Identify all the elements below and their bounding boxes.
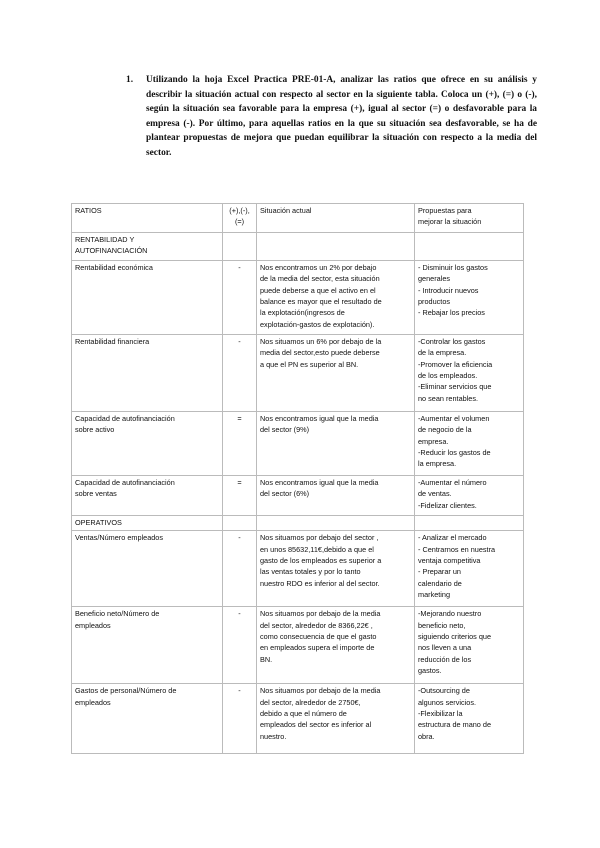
ratio-sign: = bbox=[223, 412, 257, 476]
ratio-name: Beneficio neto/Número de empleados bbox=[72, 607, 223, 684]
ratio-proposal: -Mejorando nuestro beneficio neto, siguiendo criterios que nos lleven a una reducción de los gastos. bbox=[415, 607, 524, 684]
header-ratios: RATIOS bbox=[72, 204, 223, 233]
ratio-sign: - bbox=[223, 607, 257, 684]
ratio-sign: - bbox=[223, 335, 257, 412]
section-title: RENTABILIDAD Y AUTOFINANCIACIÓN bbox=[72, 232, 223, 261]
question-text: Utilizando la hoja Excel Practica PRE-01-A, analizar las ratios que ofrece en su análisis y describir la situación actual con respecto al sector en la siguiente tabla. Coloca un (+), (=) o (-), según la situación sea favorable para la empresa (+), igual al sector (=) o desfavorable para la empresa (-). Por último, para aquellas ratios en la que su situación sea desfavorable, se ha de plantear propuestas de mejora que puedan equilibrar la situación con respecto a la media del sector. bbox=[146, 75, 537, 158]
ratio-situation: Nos situamos por debajo de la media del sector, alrededor de 8366,22€ , como consecuencia de que el gasto en empleados supera el importe de BN. bbox=[257, 607, 415, 684]
ratio-proposal: -Controlar los gastos de la empresa. -Promover la eficiencia de los empleados. -Eliminar servicios que no sean rentables. bbox=[415, 335, 524, 412]
ratio-sign: = bbox=[223, 476, 257, 516]
ratio-proposal: -Outsourcing de algunos servicios. -Flexibilizar la estructura de mano de obra. bbox=[415, 684, 524, 754]
question-number: 1. bbox=[126, 75, 134, 85]
ratio-name: Rentabilidad económica bbox=[72, 261, 223, 335]
header-situation: Situación actual bbox=[257, 204, 415, 233]
header-sign: (+),(-), (=) bbox=[223, 204, 257, 233]
ratio-situation: Nos encontramos un 2% por debajo de la media del sector, esta situación puede deberse a que el activo en el balance es mayor que el resultado de la explotación(ingresos de explotación-gastos de explotación). bbox=[257, 261, 415, 335]
ratio-proposal: -Aumentar el número de ventas. -Fidelizar clientes. bbox=[415, 476, 524, 516]
table-header-row bbox=[72, 204, 524, 233]
ratio-proposal: - Analizar el mercado - Centrarnos en nuestra ventaja competitiva - Preparar un calendario de marketing bbox=[415, 531, 524, 607]
ratio-sign: - bbox=[223, 531, 257, 607]
ratio-name: Gastos de personal/Número de empleados bbox=[72, 684, 223, 754]
section-title: OPERATIVOS bbox=[72, 516, 223, 531]
header-proposals: Propuestas para mejorar la situación bbox=[415, 204, 524, 233]
ratio-situation: Nos encontramos igual que la media del sector (6%) bbox=[257, 476, 415, 516]
ratio-sign: - bbox=[223, 261, 257, 335]
ratio-proposal: -Aumentar el volumen de negocio de la empresa. -Reducir los gastos de la empresa. bbox=[415, 412, 524, 476]
ratio-situation: Nos situamos por debajo de la media del sector, alrededor de 2750€, debido a que el número de empleados del sector es inferior al nuestro. bbox=[257, 684, 415, 754]
ratio-situation: Nos situamos un 6% por debajo de la media del sector,esto puede deberse a que el PN es superior al BN. bbox=[257, 335, 415, 412]
ratio-sign: - bbox=[223, 684, 257, 754]
ratio-name: Ventas/Número empleados bbox=[72, 531, 223, 607]
table-row bbox=[72, 261, 524, 335]
ratio-situation: Nos situamos por debajo del sector , en unos 85632,11€,debido a que el gasto de los empleados es superior a las ventas totales y por lo tanto nuestro RDO es inferior al del sector. bbox=[257, 531, 415, 607]
ratio-name: Capacidad de autofinanciación sobre ventas bbox=[72, 476, 223, 516]
table-row bbox=[72, 684, 524, 754]
question-block bbox=[127, 73, 537, 161]
table-row bbox=[72, 531, 524, 607]
table-row bbox=[72, 476, 524, 516]
ratio-name: Capacidad de autofinanciación sobre activo bbox=[72, 412, 223, 476]
ratio-situation: Nos encontramos igual que la media del sector (9%) bbox=[257, 412, 415, 476]
section-row-operativos bbox=[72, 516, 524, 531]
table-row bbox=[72, 412, 524, 476]
ratio-name: Rentabilidad financiera bbox=[72, 335, 223, 412]
section-row-rentabilidad bbox=[72, 232, 524, 261]
table-row bbox=[72, 335, 524, 412]
table-row bbox=[72, 607, 524, 684]
ratio-proposal: - Disminuir los gastos generales - Introducir nuevos productos - Rebajar los precios bbox=[415, 261, 524, 335]
ratios-table bbox=[71, 203, 524, 754]
